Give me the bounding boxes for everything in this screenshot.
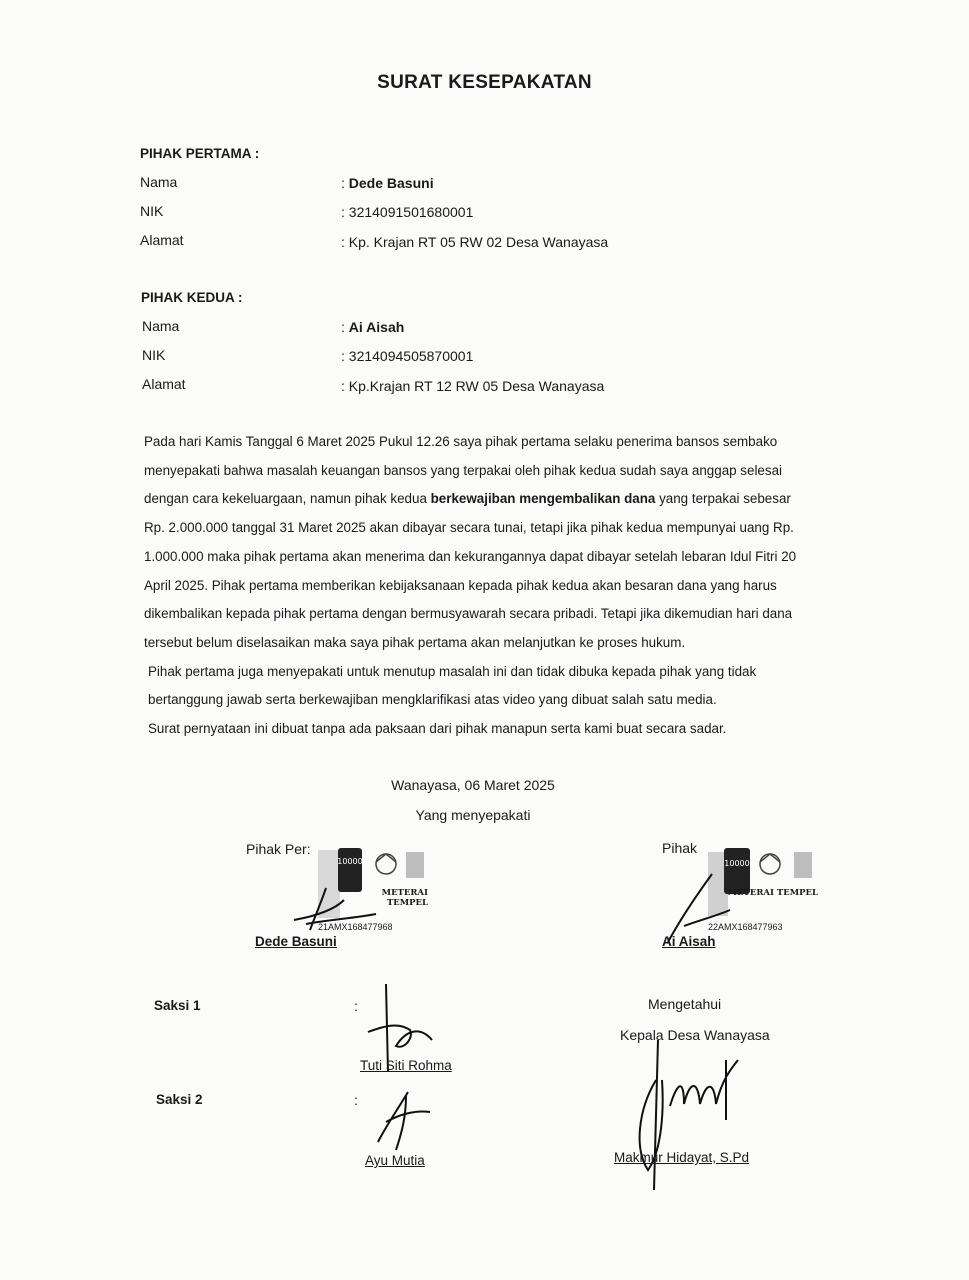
place-date: Wanayasa, 06 Maret 2025 — [391, 777, 555, 793]
pihak-pertama-nik-label: NIK — [140, 203, 164, 219]
svg-text:10000: 10000 — [337, 857, 363, 866]
document-title: SURAT KESEPAKATAN — [377, 72, 592, 93]
kepala-desa-title: Kepala Desa Wanayasa — [620, 1027, 770, 1043]
meterai-serial: 22AMX168477963 — [708, 922, 783, 932]
pihak-pertama-heading: PIHAK PERTAMA : — [140, 146, 260, 161]
pihak-kedua-alamat-value: : Kp.Krajan RT 12 RW 05 Desa Wanayasa — [341, 378, 605, 394]
paragraph-1: Pada hari Kamis Tanggal 6 Maret 2025 Pukul 12.26 saya pihak pertama selaku penerima bansos sembako menyepakati bahwa masalah keuangan bansos yang terpakai oleh pihak kedua sudah saya anggap selesai dengan cara kekeluargaan, namun pihak kedua berkewajiban mengembalikan dana yang terpakai sebesar Rp. 2.000.000 tanggal 31 Maret 2025 akan dibayar secara tunai, tetapi jika pihak kedua mempunyai uang Rp. 1.000.000 maka pihak pertama akan menerima dan kekurangannya dapat dibayar setelah lebaran Idul Fitri 20 April 2025. Pihak pertama memberikan kebijaksanaan kepada pihak kedua akan besaran dana yang harus dikembalikan kepada pihak pertama dengan bermusyawarah secara pribadi. Tetapi jika dikemudian hari dana tersebut belum diselasaikan maka saya pihak pertama akan melanjutkan ke proses hukum. — [144, 434, 797, 650]
paragraph-3: Surat pernyataan ini dibuat tanpa ada paksaan dari pihak manapun serta kami buat secara sadar. — [148, 721, 727, 737]
pihak-kedua-nama-value: : Ai Aisah — [341, 319, 405, 335]
saksi-1-label: Saksi 1 — [154, 998, 201, 1013]
meterai-serial: 21AMX168477968 — [318, 922, 393, 932]
pihak-kedua-nama-label: Nama — [142, 318, 180, 334]
saksi-1-colon: : — [354, 998, 358, 1014]
pihak-kedua-signer-name: Ai Aisah — [662, 934, 716, 949]
pihak-kedua-alamat-label: Alamat — [142, 376, 186, 392]
meterai-label: METERAI TEMPEL — [727, 888, 818, 898]
saksi-2-colon: : — [354, 1092, 358, 1108]
pihak-pertama-alamat-label: Alamat — [140, 232, 184, 248]
saksi-2-label: Saksi 2 — [156, 1092, 203, 1107]
signature-kepala-desa — [618, 1020, 758, 1200]
meterai-label: METERAI TEMPEL — [381, 888, 428, 908]
pihak-kedua-heading: PIHAK KEDUA : — [141, 290, 243, 305]
pihak-pertama-nik-value: : 3214091501680001 — [341, 204, 474, 220]
pihak-pertama-sign-label: Pihak Per: — [246, 841, 311, 857]
pihak-pertama-signer-name: Dede Basuni — [255, 934, 337, 949]
svg-text:10000: 10000 — [724, 859, 750, 868]
kepala-desa-name: Makmur Hidayat, S.Pd — [614, 1150, 750, 1165]
saksi-1-name: Tuti Siti Rohma — [360, 1058, 452, 1073]
pihak-kedua-sign-label: Pihak — [662, 840, 698, 856]
agreement-body — [144, 428, 812, 744]
pihak-kedua-nik-label: NIK — [142, 347, 166, 363]
saksi-2-name: Ayu Mutia — [365, 1153, 425, 1168]
mengetahui-label: Mengetahui — [648, 996, 722, 1012]
pihak-pertama-nama-value: : Dede Basuni — [341, 175, 434, 191]
signature-saksi-2 — [372, 1086, 442, 1156]
yang-menyepakati: Yang menyepakati — [415, 807, 531, 823]
pihak-pertama-nama-label: Nama — [140, 174, 178, 190]
pihak-pertama-alamat-value: : Kp. Krajan RT 05 RW 02 Desa Wanayasa — [341, 234, 609, 250]
pihak-kedua-nik-value: : 3214094505870001 — [341, 348, 474, 364]
paragraph-2: Pihak pertama juga menyepakati untuk menutup masalah ini dan tidak dibuka kepada pihak yang tidak bertanggung jawab serta berkewajiban mengklarifikasi atas video yang dibuat salah satu media. — [148, 663, 757, 708]
